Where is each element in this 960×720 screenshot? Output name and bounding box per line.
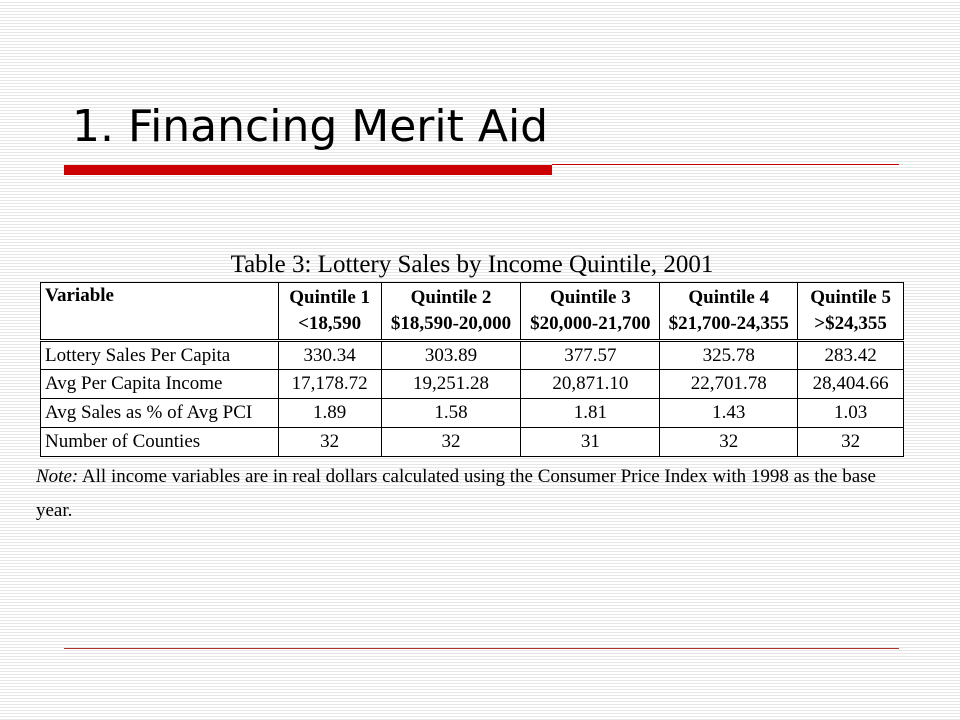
row-label: Avg Per Capita Income — [41, 370, 279, 399]
table-row — [41, 341, 904, 370]
table-cell: 283.42 — [798, 341, 904, 370]
header-quintile-1 — [278, 283, 381, 341]
table-cell: 330.34 — [278, 341, 381, 370]
note-text: All income variables are in real dollars calculated using the Consumer Price Index with 1998 as the base year. — [36, 466, 876, 521]
table-cell: 377.57 — [521, 341, 660, 370]
header-quintile-range: <18,590 — [298, 313, 362, 334]
table-cell: 1.89 — [278, 399, 381, 428]
header-variable: Variable — [41, 283, 279, 341]
header-quintile-name: Quintile 1 — [289, 287, 371, 308]
table-header-row — [41, 283, 904, 341]
table-cell: 32 — [798, 428, 904, 457]
header-quintile-name: Quintile 4 — [688, 287, 770, 308]
header-quintile-range: >$24,355 — [814, 313, 887, 334]
header-quintile-2 — [381, 283, 521, 341]
table-cell: 20,871.10 — [521, 370, 660, 399]
table-cell: 32 — [381, 428, 521, 457]
table-cell: 22,701.78 — [660, 370, 798, 399]
header-quintile-name: Quintile 5 — [810, 287, 891, 308]
table-row — [41, 399, 904, 428]
table-cell: 32 — [278, 428, 381, 457]
header-quintile-3 — [521, 283, 660, 341]
table-cell: 19,251.28 — [381, 370, 521, 399]
title-underline-rule — [552, 164, 899, 165]
lottery-sales-table — [40, 282, 904, 457]
table-cell: 1.03 — [798, 399, 904, 428]
header-quintile-4 — [660, 283, 798, 341]
table-cell: 31 — [521, 428, 660, 457]
header-quintile-range: $21,700-24,355 — [668, 313, 789, 334]
header-quintile-name: Quintile 3 — [549, 287, 631, 308]
table-caption: Table 3: Lottery Sales by Income Quintile, 2001 — [230, 251, 714, 278]
table-cell: 1.43 — [660, 399, 798, 428]
table-cell: 1.81 — [521, 399, 660, 428]
slide-title: 1. Financing Merit Aid — [72, 101, 549, 152]
table-cell: 32 — [660, 428, 798, 457]
table-cell: 17,178.72 — [278, 370, 381, 399]
row-label: Lottery Sales Per Capita — [41, 341, 279, 370]
header-quintile-5 — [798, 283, 904, 341]
header-quintile-name: Quintile 2 — [410, 287, 492, 308]
table-row — [41, 428, 904, 457]
header-quintile-range: $18,590-20,000 — [390, 313, 512, 334]
table-cell: 325.78 — [660, 341, 798, 370]
row-label: Avg Sales as % of Avg PCI — [41, 399, 279, 428]
footer-rule — [64, 648, 899, 649]
row-label: Number of Counties — [41, 428, 279, 457]
table-note — [36, 460, 916, 528]
table-row — [41, 370, 904, 399]
title-underline-bar — [64, 165, 552, 175]
table-cell: 303.89 — [381, 341, 521, 370]
table-cell: 28,404.66 — [798, 370, 904, 399]
table-cell: 1.58 — [381, 399, 521, 428]
note-label: Note: — [36, 466, 79, 487]
header-quintile-range: $20,000-21,700 — [530, 313, 651, 334]
